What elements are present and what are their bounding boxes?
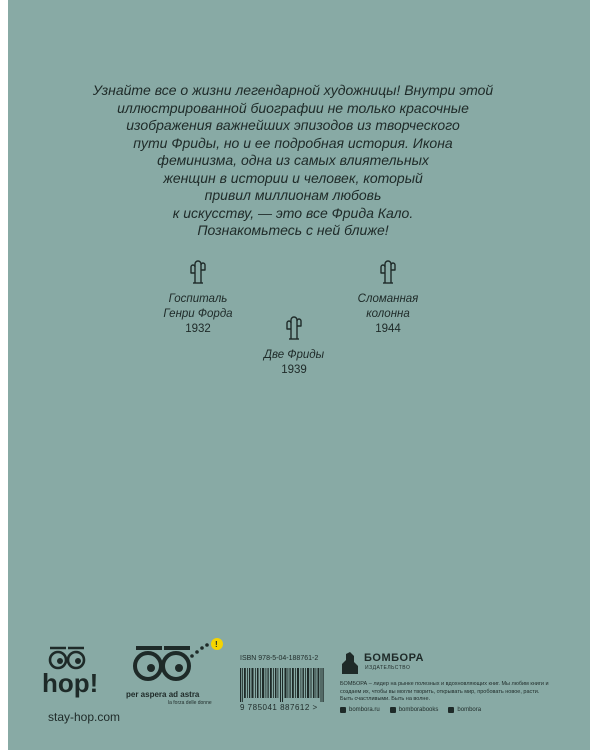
blurb-line: женщин в истории и человек, который xyxy=(163,169,423,186)
blurb-line: привил миллионам любовь xyxy=(204,187,382,203)
cactus-icon xyxy=(187,258,209,284)
barcode xyxy=(240,668,326,702)
blurb-line: Познакомьтесь с ней ближе! xyxy=(197,222,389,238)
blurb-line: к искусству, — это все Фрида Кало. xyxy=(172,204,414,221)
svg-text:!: ! xyxy=(215,640,218,649)
bombora-logo-icon xyxy=(340,650,360,676)
blurb-line: иллюстрированной биографии не только красочные xyxy=(117,99,469,116)
work-title: Сломанная xyxy=(357,293,419,305)
book-back-cover xyxy=(8,0,590,750)
social-site: bombora.ru xyxy=(340,707,380,713)
work-hospital-henry-ford xyxy=(158,258,238,337)
publisher-social-links xyxy=(340,707,481,713)
blurb-line: феминизма, одна из самых влиятельных xyxy=(157,152,429,168)
work-year: 1944 xyxy=(375,323,401,335)
work-two-fridas xyxy=(254,314,334,378)
hop-logo-text: hop! xyxy=(42,668,99,698)
work-title: Генри Форда xyxy=(163,308,233,320)
globe-icon xyxy=(340,707,346,713)
work-year: 1932 xyxy=(185,323,211,335)
cactus-icon xyxy=(377,258,399,284)
work-year: 1939 xyxy=(281,364,307,376)
publisher-name: БОМБОРА xyxy=(364,652,424,664)
blurb-line: изображения важнейших эпизодов из творческого xyxy=(126,117,460,133)
work-title: Две Фриды xyxy=(263,349,325,361)
psa-logo-subtitle: la forza delle donne xyxy=(168,700,212,706)
social-telegram: bombora xyxy=(448,707,481,713)
work-title: колонна xyxy=(366,308,410,320)
telegram-icon xyxy=(448,707,454,713)
publisher-subtitle: ИЗДАТЕЛЬСТВО xyxy=(365,665,411,671)
blurb-line: пути Фриды, но и ее подробная история. Икона xyxy=(133,134,453,151)
work-title: Госпиталь xyxy=(168,293,228,305)
publisher-description: БОМБОРА – лидер на рынке полезных и вдохновляющих книг. Мы любим книги и создаем их, чтобы вы могли творить, открывать мир, пробовать новое, расти. Быть счастливыми. Быть на волне. xyxy=(340,681,549,702)
work-broken-column xyxy=(348,258,428,337)
cactus-icon xyxy=(283,314,305,340)
blurb-text xyxy=(88,82,498,240)
isbn-text: ISBN 978-5-04-188761-2 xyxy=(240,655,319,662)
social-vk: bomborabooks xyxy=(390,707,439,713)
psa-logo-text: per aspera ad astra xyxy=(126,690,200,699)
vk-icon xyxy=(390,707,396,713)
website-url: stay-hop.com xyxy=(48,710,121,724)
barcode-digits: 9 785041 887612 > xyxy=(240,703,318,712)
blurb-line: Узнайте все о жизни легендарной художницы! Внутри этой xyxy=(92,82,494,98)
hop-logo xyxy=(40,640,110,698)
